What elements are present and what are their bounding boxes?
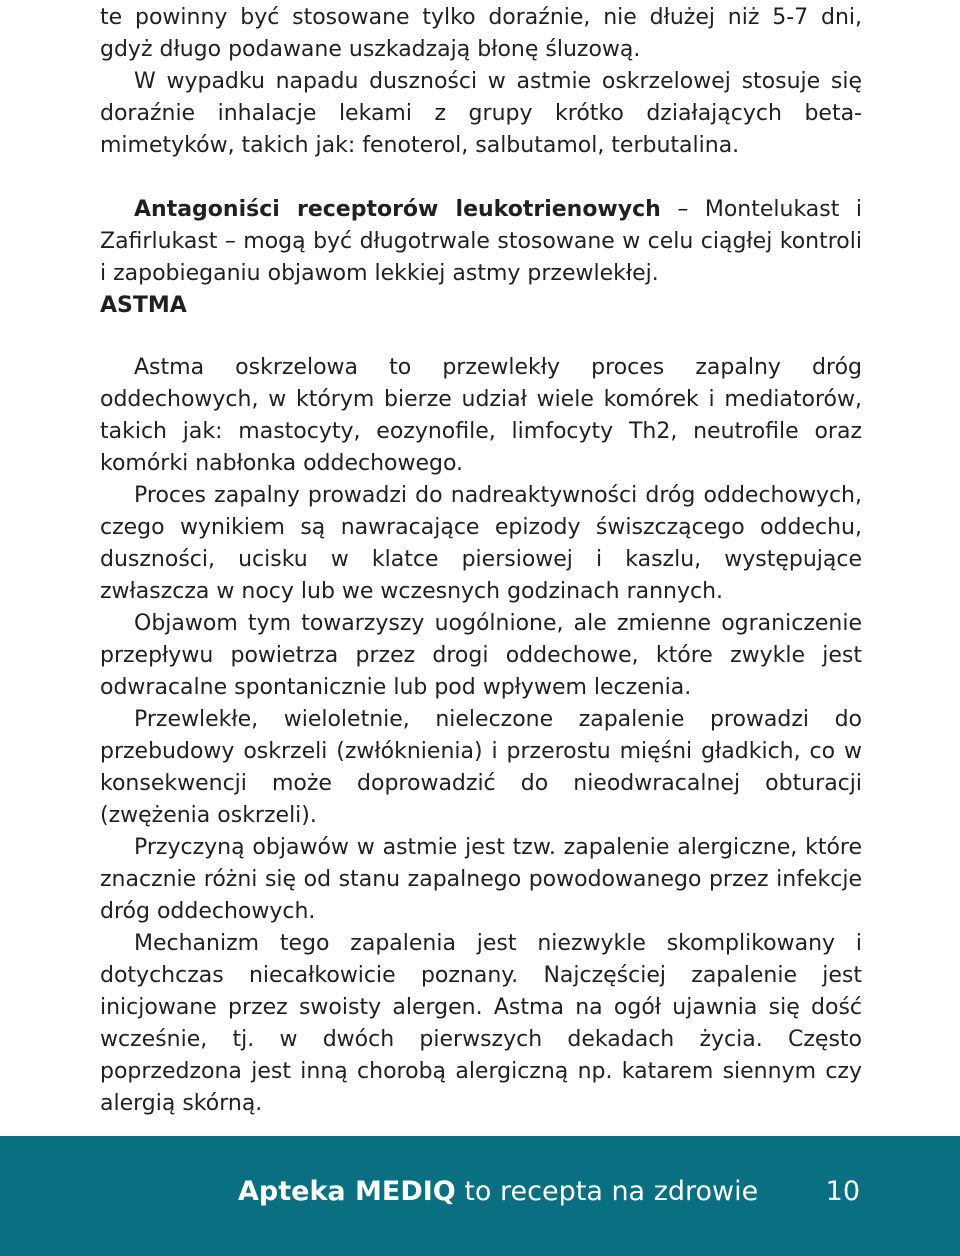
paragraph-2: Proces zapalny prowadzi do nadreaktywności dróg oddechowych, czego wynikiem są nawracające epizody świszczącego oddechu, duszności, ucisku w klatce piersiowej i kaszlu, występujące zwłaszcza w nocy lub we wczesnych godzinach rannych. [100, 483, 862, 604]
paragraph-5: Przyczyną objawów w astmie jest tzw. zapalenie alergiczne, które znacznie różni się od stanu zapalnego powodowanego przez infekcje dróg oddechowych. [100, 835, 862, 924]
page-footer [0, 1136, 960, 1256]
leukotriene-paragraph [100, 194, 862, 290]
page-number: 10 [825, 1176, 860, 1207]
paragraph-4: Przewlekłe, wieloletnie, nieleczone zapalenie prowadzi do przebudowy oskrzeli (zwłóknienia) i przerostu mięśni gładkich, co w konsekwencji może doprowadzić do nieodwracalnej obturacji (zwężenia oskrzeli). [100, 707, 862, 828]
page-content [100, 0, 862, 1120]
paragraph-1: Astma oskrzelowa to przewlekły proces zapalny dróg oddechowych, w którym bierze udział wiele komórek i mediatorów, takich jak: mastocyty, eozynofile, limfocyty Th2, neutrofile oraz komórki nabłonka oddechowego. [100, 355, 862, 476]
footer-slogan [238, 1176, 758, 1207]
leukotriene-term: Antagoniści receptorów leukotrienowych [134, 197, 661, 222]
intro-paragraph: W wypadku napadu duszności w astmie oskrzelowej stosuje się doraźnie inhalacje lekami z grupy krótko działających beta-mimetyków, takich jak: fenoterol, salbutamol, terbutalina. [100, 69, 862, 158]
paragraph-3: Objawom tym towarzyszy uogólnione, ale zmienne ograniczenie przepływu powietrza przez drogi oddechowe, które zwykle jest odwracalne spontanicznie lub pod wpływem leczenia. [100, 611, 862, 700]
intro-continuation: te powinny być stosowane tylko doraźnie, nie dłużej niż 5-7 dni, gdyż długo podawane uszkadzają błonę śluzową. [100, 5, 862, 62]
footer-tagline: to recepta na zdrowie [455, 1176, 759, 1207]
leukotriene-text: – Montelukast i Zafirlukast – mogą być długotrwale stosowane w celu ciągłej kontroli i zapobieganiu objawom lekkiej astmy przewlekłej. [100, 197, 862, 286]
brand-name: Apteka MEDIQ [238, 1176, 456, 1207]
paragraph-6: Mechanizm tego zapalenia jest niezwykle skomplikowany i dotychczas niecałkowicie poznany. Najczęściej zapalenie jest inicjowane przez swoisty alergen. Astma na ogół ujawnia się dość wcześnie, tj. w dwóch pierwszych dekadach życia. Często poprzedzona jest inną chorobą alergiczną np. katarem siennym czy alergią skórną. [100, 931, 862, 1116]
section-heading: ASTMA [100, 293, 187, 318]
